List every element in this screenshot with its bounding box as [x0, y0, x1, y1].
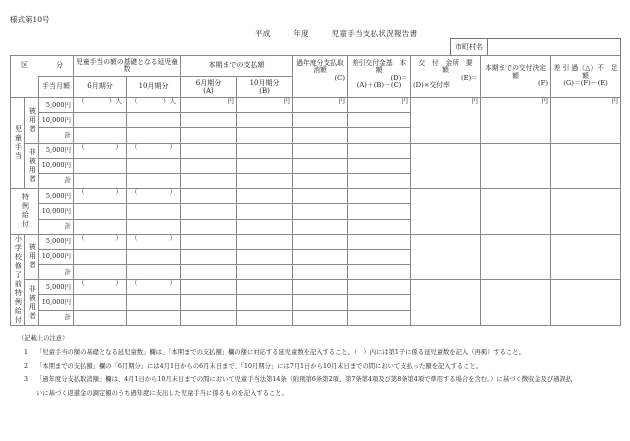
header-c: 過年度分支払取消額 (C)	[293, 56, 348, 98]
table-row	[11, 143, 621, 158]
count-field[interactable]: （ ）	[127, 234, 181, 249]
amount-field[interactable]	[348, 204, 411, 219]
table-body	[11, 98, 621, 326]
header-count-june: 6月期分	[74, 77, 127, 98]
amount-field[interactable]	[181, 280, 237, 295]
page-title	[255, 28, 429, 39]
count-field[interactable]	[127, 295, 181, 310]
title-year-label: 年度	[293, 29, 309, 38]
header-count-october: 10月期分	[127, 77, 181, 98]
monthly-amount: 計	[39, 265, 74, 280]
grant-field[interactable]	[551, 234, 621, 280]
count-field[interactable]: （ ）	[127, 143, 181, 158]
title-era: 平成	[255, 29, 271, 38]
grant-field[interactable]: 円	[551, 98, 621, 144]
count-field[interactable]: （ ）	[74, 189, 127, 204]
amount-field[interactable]	[237, 204, 293, 219]
amount-field[interactable]	[237, 295, 293, 310]
amount-field[interactable]: 円	[293, 98, 348, 113]
amount-field[interactable]	[293, 295, 348, 310]
grant-field[interactable]	[411, 280, 481, 326]
count-field[interactable]	[74, 295, 127, 310]
header-d: 差引交付金基 本 額 (D)＝ (A)＋(B)－(C)	[348, 56, 411, 98]
count-field[interactable]	[74, 249, 127, 264]
count-field[interactable]	[74, 265, 127, 280]
grant-field[interactable]	[411, 234, 481, 280]
amount-field[interactable]: 円	[237, 98, 293, 113]
amount-field[interactable]	[237, 113, 293, 128]
monthly-amount: 10,000円	[39, 295, 74, 310]
subgroup-label: 被用者	[25, 98, 39, 144]
note-item: 3 「過年度分支払取消額」欄は、4月1日から10月末日までの間において児童手当法第14条（附則第6条第2項、第7条第4項及び第8条第4項で準用する場合を含む。）に基づく徴収金及び過誤払	[24, 376, 573, 384]
amount-field[interactable]	[237, 265, 293, 280]
count-field[interactable]	[127, 204, 181, 219]
amount-field[interactable]	[293, 249, 348, 264]
amount-field[interactable]	[181, 158, 237, 173]
amount-field[interactable]	[293, 265, 348, 280]
header-g: 差 引 過（△）不 足 額 (G)＝(F)－(E)	[551, 56, 621, 98]
amount-field[interactable]	[293, 173, 348, 188]
amount-field[interactable]	[181, 265, 237, 280]
monthly-amount: 10,000円	[39, 204, 74, 219]
amount-field[interactable]	[293, 143, 348, 158]
count-field[interactable]: （ ）	[127, 189, 181, 204]
monthly-amount: 計	[39, 310, 74, 325]
grant-field[interactable]: 円	[481, 98, 551, 144]
header-e: 交 付 金所 要 額 (E)＝ (D)×交付率	[411, 56, 481, 98]
count-field[interactable]	[127, 249, 181, 264]
amount-field[interactable]: 円	[181, 98, 237, 113]
count-field[interactable]	[127, 173, 181, 188]
amount-field[interactable]	[348, 280, 411, 295]
group-label: 児童手当	[11, 98, 25, 189]
count-field[interactable]	[127, 113, 181, 128]
count-field[interactable]: （ ）	[127, 280, 181, 295]
amount-field[interactable]	[181, 189, 237, 204]
count-field[interactable]	[74, 310, 127, 325]
count-field[interactable]: （ ）人	[74, 98, 127, 113]
amount-field[interactable]	[348, 310, 411, 325]
amount-field[interactable]	[293, 310, 348, 325]
municipality-label: 市町村名	[451, 39, 488, 56]
amount-field[interactable]	[348, 295, 411, 310]
monthly-amount: 計	[39, 128, 74, 143]
note-item: いに基づく返還金の調定額のうち過年度に支出した児童手当に係るものを記入すること。	[36, 390, 288, 398]
grant-field[interactable]	[551, 280, 621, 326]
grant-field[interactable]	[411, 189, 481, 235]
grant-field[interactable]	[551, 143, 621, 189]
header-f: 本期までの交付決定額 (F)	[481, 56, 551, 98]
count-field[interactable]	[74, 128, 127, 143]
amount-field[interactable]	[237, 189, 293, 204]
monthly-amount: 計	[39, 173, 74, 188]
count-field[interactable]: （ ）	[74, 143, 127, 158]
count-field[interactable]	[127, 265, 181, 280]
amount-field[interactable]	[181, 219, 237, 234]
amount-field[interactable]	[293, 204, 348, 219]
amount-field[interactable]	[348, 143, 411, 158]
note-item: 2 「本期までの支払額」欄の「6月期分」には4月1日からの6月末日まで、「10月期分」には7月1日から10月末日までの間において支払った額を記入すること。	[24, 362, 483, 370]
amount-field[interactable]	[237, 128, 293, 143]
header-paid-october: 10月期分 (B)	[237, 77, 293, 98]
amount-field[interactable]	[237, 280, 293, 295]
group-label: 特例給付	[11, 189, 39, 235]
header-basis-count: 児童手当の額の基礎となる延児童数	[74, 56, 181, 77]
count-field[interactable]: （ ）	[74, 234, 127, 249]
amount-field[interactable]	[181, 143, 237, 158]
grant-field[interactable]	[481, 189, 551, 235]
subgroup-label: 非被用者	[25, 280, 39, 326]
header-paid: 本期までの支払額	[181, 56, 293, 77]
monthly-amount: 5,000円	[39, 143, 74, 158]
monthly-amount: 計	[39, 219, 74, 234]
table-row	[11, 280, 621, 295]
monthly-amount: 10,000円	[39, 249, 74, 264]
header-category-blank	[11, 77, 39, 98]
grant-field[interactable]	[551, 189, 621, 235]
subgroup-label: 非被用者	[25, 143, 39, 189]
amount-field[interactable]	[293, 189, 348, 204]
monthly-amount: 5,000円	[39, 98, 74, 113]
table-row	[11, 234, 621, 249]
amount-field[interactable]	[237, 234, 293, 249]
amount-field[interactable]	[348, 113, 411, 128]
amount-field[interactable]	[181, 295, 237, 310]
grant-field[interactable]	[481, 280, 551, 326]
municipality-field[interactable]	[488, 39, 621, 56]
amount-field[interactable]	[181, 310, 237, 325]
amount-field[interactable]	[237, 158, 293, 173]
monthly-amount: 5,000円	[39, 234, 74, 249]
amount-field[interactable]	[293, 158, 348, 173]
notes-heading: （記載上の注意）	[18, 335, 69, 342]
table-row	[11, 98, 621, 113]
count-field[interactable]	[127, 219, 181, 234]
group-label: 小学校修了前特例給付	[11, 234, 25, 325]
amount-field[interactable]	[237, 249, 293, 264]
amount-field[interactable]	[293, 113, 348, 128]
amount-field[interactable]	[181, 234, 237, 249]
title-name: 児童手当支払状況報告書	[331, 29, 418, 38]
amount-field[interactable]: 円	[348, 98, 411, 113]
amount-field[interactable]	[348, 173, 411, 188]
amount-field[interactable]	[348, 219, 411, 234]
count-field[interactable]: （ ）人	[127, 98, 181, 113]
amount-field[interactable]	[348, 265, 411, 280]
amount-field[interactable]	[293, 128, 348, 143]
amount-field[interactable]	[181, 204, 237, 219]
count-field[interactable]	[74, 219, 127, 234]
amount-field[interactable]	[348, 128, 411, 143]
grant-field[interactable]	[411, 143, 481, 189]
amount-field[interactable]	[348, 234, 411, 249]
header-paid-october-label: 10月期分	[249, 78, 280, 87]
table-row	[11, 189, 621, 204]
amount-field[interactable]	[293, 234, 348, 249]
grant-field[interactable]	[481, 234, 551, 280]
municipality-box	[450, 38, 621, 56]
amount-field[interactable]	[237, 173, 293, 188]
header-category: 区 分	[11, 56, 74, 77]
amount-field[interactable]	[293, 280, 348, 295]
count-field[interactable]	[74, 204, 127, 219]
amount-field[interactable]	[237, 310, 293, 325]
amount-field[interactable]	[237, 219, 293, 234]
subgroup-label: 被用者	[25, 234, 39, 280]
monthly-amount: 10,000円	[39, 113, 74, 128]
grant-field[interactable]	[481, 143, 551, 189]
amount-field[interactable]	[293, 219, 348, 234]
count-field[interactable]	[127, 310, 181, 325]
grant-field[interactable]: 円	[411, 98, 481, 144]
count-field[interactable]	[74, 158, 127, 173]
amount-field[interactable]	[181, 128, 237, 143]
amount-field[interactable]	[348, 249, 411, 264]
monthly-amount: 5,000円	[39, 280, 74, 295]
form-number: 様式第10号	[10, 15, 50, 24]
payment-report-table	[10, 55, 625, 326]
note-item: 1 「児童手当の額の基礎となる延児童数」欄は、「本期までの支払額」欄の額に対応する延児童数を記入すること。（ ）内には第1子に係る延児童数を記入（再掲）すること。	[24, 348, 525, 356]
count-field[interactable]	[74, 113, 127, 128]
notes	[18, 332, 572, 401]
header-paid-june: 6月期分 (A)	[181, 77, 237, 98]
header-monthly-amount: 手当月額	[39, 77, 74, 98]
amount-field[interactable]	[181, 113, 237, 128]
count-field[interactable]: （ ）	[74, 280, 127, 295]
amount-field[interactable]	[348, 189, 411, 204]
amount-field[interactable]	[181, 173, 237, 188]
count-field[interactable]	[127, 158, 181, 173]
monthly-amount: 5,000円	[39, 189, 74, 204]
count-field[interactable]	[74, 173, 127, 188]
header-paid-june-label: 6月期分	[195, 78, 222, 87]
monthly-amount: 10,000円	[39, 158, 74, 173]
amount-field[interactable]	[181, 249, 237, 264]
amount-field[interactable]	[348, 158, 411, 173]
count-field[interactable]	[127, 128, 181, 143]
amount-field[interactable]	[237, 143, 293, 158]
